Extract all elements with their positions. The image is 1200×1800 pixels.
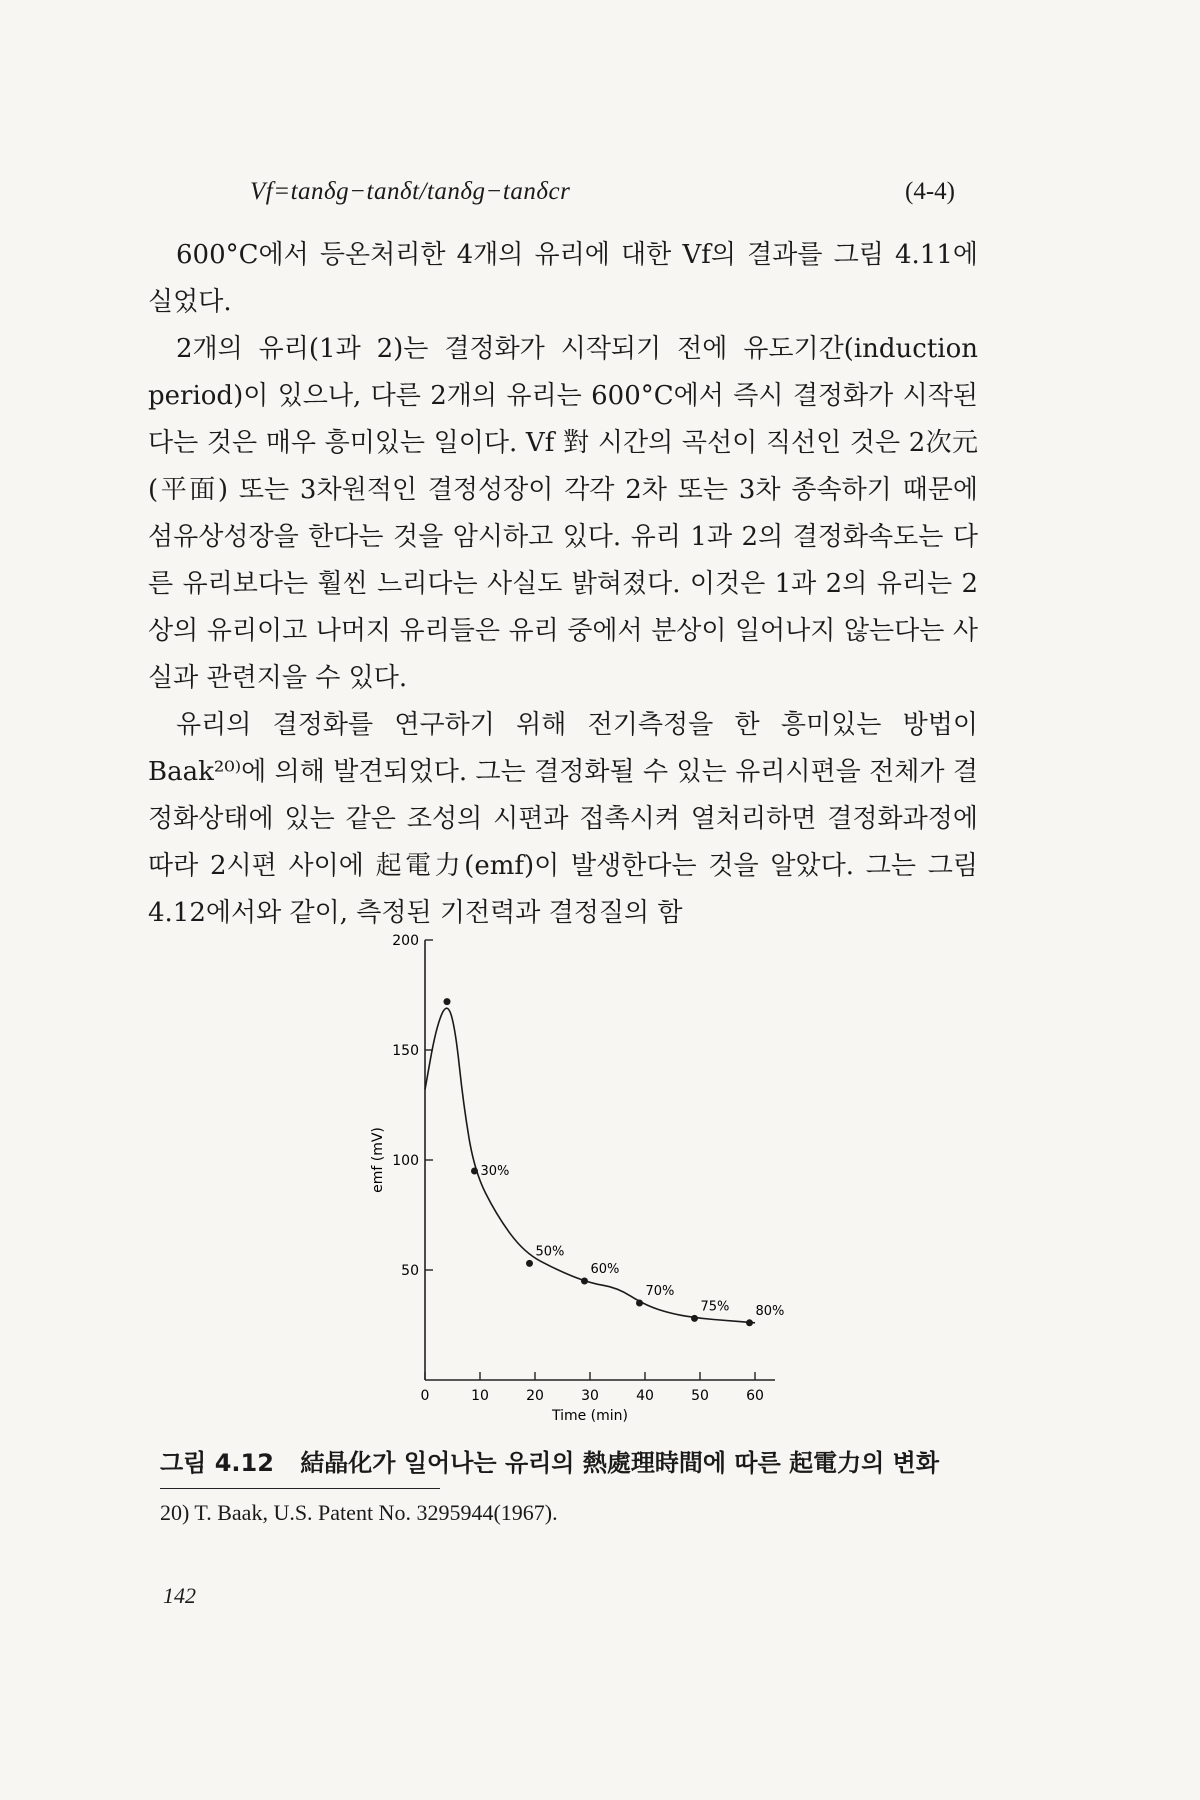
x-tick-label: 10 [471,1388,489,1404]
x-tick-label: 30 [581,1388,599,1404]
caption-number: 그림 4.12 [160,1449,274,1477]
data-point-label: 60% [590,1262,620,1277]
peak-point [444,998,451,1005]
y-tick-label: 200 [392,933,419,949]
data-point [471,1168,478,1175]
footnote-divider [160,1488,440,1489]
figure-emf-chart [360,905,800,1435]
paragraph-2: 2개의 유리(1과 2)는 결정화가 시작되기 전에 유도기간(induction period)이 있으나, 다른 2개의 유리는 600°C에서 즉시 결정화가 시작된다는 것은 매우 흥미있는 일이다. Vf 對 시간의 곡선이 직선인 것은 2次元(平面) 또는 3차원적인 결정성장이 각각 2차 또는 3차 종속하기 때문에 섬유상성장을 한다는 것을 암시하고 있다. 유리 1과 2의 결정화속도는 다른 유리보다는 훨씬 느리다는 사실도 밝혀졌다. 이것은 1과 2의 유리는 2상의 유리이고 나머지 유리들은 유리 중에서 분상이 일어나지 않는다는 사실과 관련지을 수 있다. [148,334,978,693]
data-point-label: 70% [645,1284,675,1299]
x-tick-label: 0 [420,1388,430,1404]
data-point-label: 80% [755,1303,785,1319]
footnote: 20) T. Baak, U.S. Patent No. 3295944(1967). [160,1500,558,1525]
equation: Vf=tanδg−tanδt/tanδg−tanδcr [250,178,571,205]
x-axis-label: Time (min) [551,1408,629,1424]
figure-caption [160,1443,980,1478]
emf-chart-svg [360,905,800,1435]
x-tick-label: 50 [691,1388,709,1404]
y-tick-label: 50 [401,1263,419,1279]
caption-text: 結晶化가 일어나는 유리의 熱處理時間에 따른 起電力의 변화 [300,1448,940,1477]
x-tick-label: 20 [526,1388,544,1404]
data-point [636,1300,643,1307]
data-point-label: 50% [535,1244,565,1260]
paragraph-1: 600°C에서 등온처리한 4개의 유리에 대한 Vf의 결과를 그림 4.11에 실었다. [148,240,978,317]
x-tick-label: 60 [746,1388,764,1404]
data-point-label: 30% [480,1164,510,1179]
paragraph-3: 유리의 결정화를 연구하기 위해 전기측정을 한 흥미있는 방법이 Baak²⁰⁾에 의해 발견되었다. 그는 결정화될 수 있는 유리시편을 전체가 결정화상태에 있는 같은 조성의 시편과 접촉시켜 열처리하면 결정화과정에 따라 2시편 사이에 起電力(emf)이 발생한다는 것을 알았다. 그는 그림 4.12에서와 같이, 측정된 기전력과 결정질의 함 [148,710,978,928]
page-number: 142 [163,1583,196,1608]
data-point [746,1319,753,1326]
data-point [581,1278,588,1285]
y-tick-label: 150 [392,1043,419,1059]
y-axis-label: emf (mV) [370,1127,386,1193]
data-point-label: 75% [700,1299,730,1315]
x-tick-label: 40 [636,1388,654,1404]
y-tick-label: 100 [392,1153,419,1169]
data-point [526,1260,533,1267]
data-point [691,1315,698,1322]
equation-number: (4-4) [905,178,955,205]
body-text [148,232,978,937]
